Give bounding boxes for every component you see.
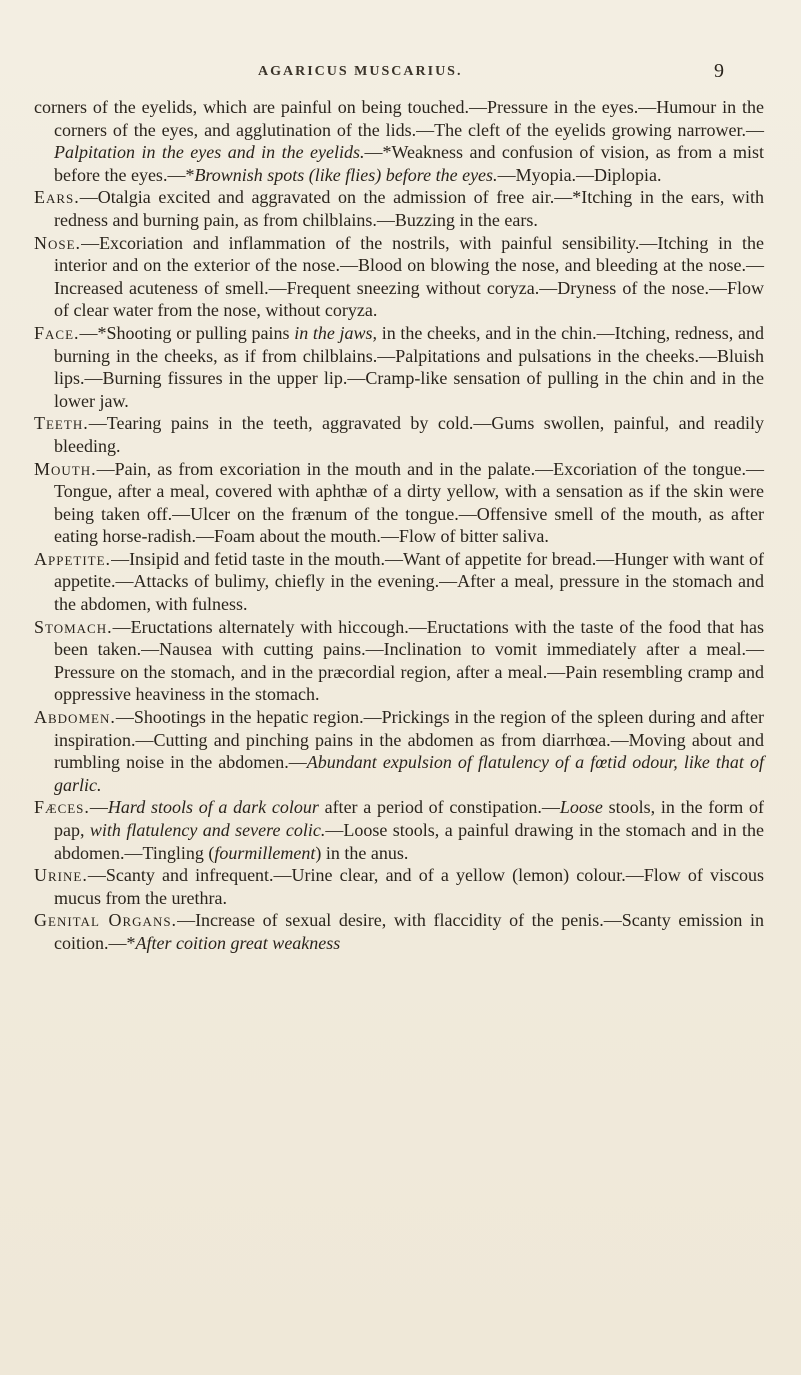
text-segment: — [89, 797, 108, 818]
text-segment: —Excoriation and inflammation of the nostrils, with painful sensibility.—Itching in the interior and on the exterior of the nose.—Blood on blowing the nose, and bleeding at the nose.—Increased acuteness of smell.—Frequent sneezing without coryza.—Dryness of the nose.—Flow of clear water from the nose, without coryza. [54, 232, 764, 321]
italic-text-segment: Hard stools of a dark colour [107, 797, 319, 818]
paragraph [34, 232, 764, 322]
italic-text-segment: Palpitation in the eyes and in the eyelids. [54, 142, 365, 163]
running-title: AGARICUS MUSCARIUS. [258, 64, 463, 79]
italic-text-segment: with flatulency and severe colic. [89, 820, 326, 840]
section-heading: Teeth. [34, 413, 89, 434]
text-segment: —Insipid and fetid taste in the mouth.—Want of appetite for bread.—Hunger with want of appetite.—Attacks of bulimy, chiefly in the evening.—After a meal, pressure in the stomach and the abdomen, with fulness. [54, 548, 764, 615]
paragraph [34, 706, 764, 796]
text-segment: —Otalgia excited and aggravated on the admission of free air.—*Itching in the ears, with redness and burning pain, as from chilblains.—Buzzing in the ears. [54, 187, 764, 230]
italic-text-segment: fourmillement [214, 842, 316, 863]
text-segment: —Increase of sexual desire, with flaccidity of the penis.—Scanty emission in coition.—* [54, 910, 764, 953]
italic-text-segment: After coition great weakness [135, 932, 341, 953]
italic-text-segment: Brownish spots (like flies) before the eyes. [194, 164, 498, 185]
section-heading: Mouth. [34, 458, 97, 479]
section-heading: Abdomen. [34, 707, 116, 728]
section-heading: Face. [34, 322, 80, 343]
paragraph [34, 458, 764, 548]
italic-text-segment: Loose [559, 797, 603, 818]
text-segment: —Eructations alternately with hiccough.—Eructations with the taste of the food that has been taken.—Nausea with cutting pains.—Inclination to vomit immediately after a meal.—Pressure on the stomach, and in the præcordial region, after a meal.—Pain resembling cramp and oppressive heaviness in the stomach. [54, 616, 764, 705]
italic-text-segment: in the jaws, [294, 322, 378, 343]
section-heading: Urine. [34, 865, 88, 886]
text-segment: ) in the anus. [315, 842, 409, 863]
section-heading: Appetite. [34, 548, 112, 569]
page-header [0, 60, 801, 86]
text-segment: after a period of constipation.— [318, 797, 560, 818]
paragraph [34, 909, 764, 954]
section-heading: Nose. [34, 232, 82, 253]
section-heading: Fæces. [34, 797, 90, 818]
section-heading: Genital Organs. [34, 910, 178, 931]
text-segment: corners of the eyelids, which are painful on being touched.—Pressure in the eyes.—Humour in the corners of the eyes, and agglutination of the lids.—The cleft of the eyelids growing narrower.— [34, 97, 764, 140]
text-segment: —Loose stools, a painful drawing in the stomach and in the abdomen.—Tingling ( [54, 820, 764, 863]
paragraph [34, 616, 764, 706]
text-segment: in the cheeks, and in the chin.—Itching, redness, and burning in the cheeks, as if from chilblains.—Palpitations and pulsations in the cheeks.—Bluish lips.—Burning fissures in the upper lip.—Cramp-like sensation of pulling in the chin and in the lower jaw. [54, 322, 764, 411]
paragraph [34, 412, 764, 457]
paragraph [34, 96, 764, 186]
text-segment: —*Weakness and confusion of vision, as from a mist before the eyes.—* [54, 142, 764, 185]
text-segment: —*Shooting or pulling pains [79, 322, 295, 343]
text-segment: —Shootings in the hepatic region.—Prickings in the region of the spleen during and after inspiration.—Cutting and pinching pains in the abdomen as from diarrhœa.—Moving about and rumbling noise in the abdomen.— [54, 707, 764, 773]
text-segment: —Tearing pains in the teeth, aggravated by cold.—Gums swollen, painful, and readily bleeding. [54, 413, 764, 456]
paragraph [34, 548, 764, 616]
paragraph [34, 864, 764, 909]
body-text [34, 96, 764, 955]
section-heading: Ears. [34, 187, 80, 208]
text-segment: —Scanty and infrequent.—Urine clear, and of a yellow (lemon) colour.—Flow of viscous mucus from the urethra. [54, 865, 764, 908]
paragraph [34, 796, 764, 864]
italic-text-segment: Abundant expulsion of flatulency of a fœtid odour, like that of garlic. [54, 752, 764, 795]
section-heading: Stomach. [34, 616, 113, 637]
text-segment: —Myopia.—Diplopia. [497, 164, 662, 185]
paragraph [34, 186, 764, 231]
paragraph [34, 322, 764, 412]
text-segment: —Pain, as from excoriation in the mouth and in the palate.—Excoriation of the tongue.—Tongue, after a meal, covered with aphthæ of a dirty yellow, with a sensation as if the skin were being taken off.—Ulcer on the frænum of the tongue.—Offensive smell of the mouth, as after eating horse-radish.—Foam about the mouth.—Flow of bitter saliva. [54, 458, 764, 547]
text-segment: stools, in the form of pap, [54, 797, 764, 840]
page-number: 9 [714, 60, 724, 82]
